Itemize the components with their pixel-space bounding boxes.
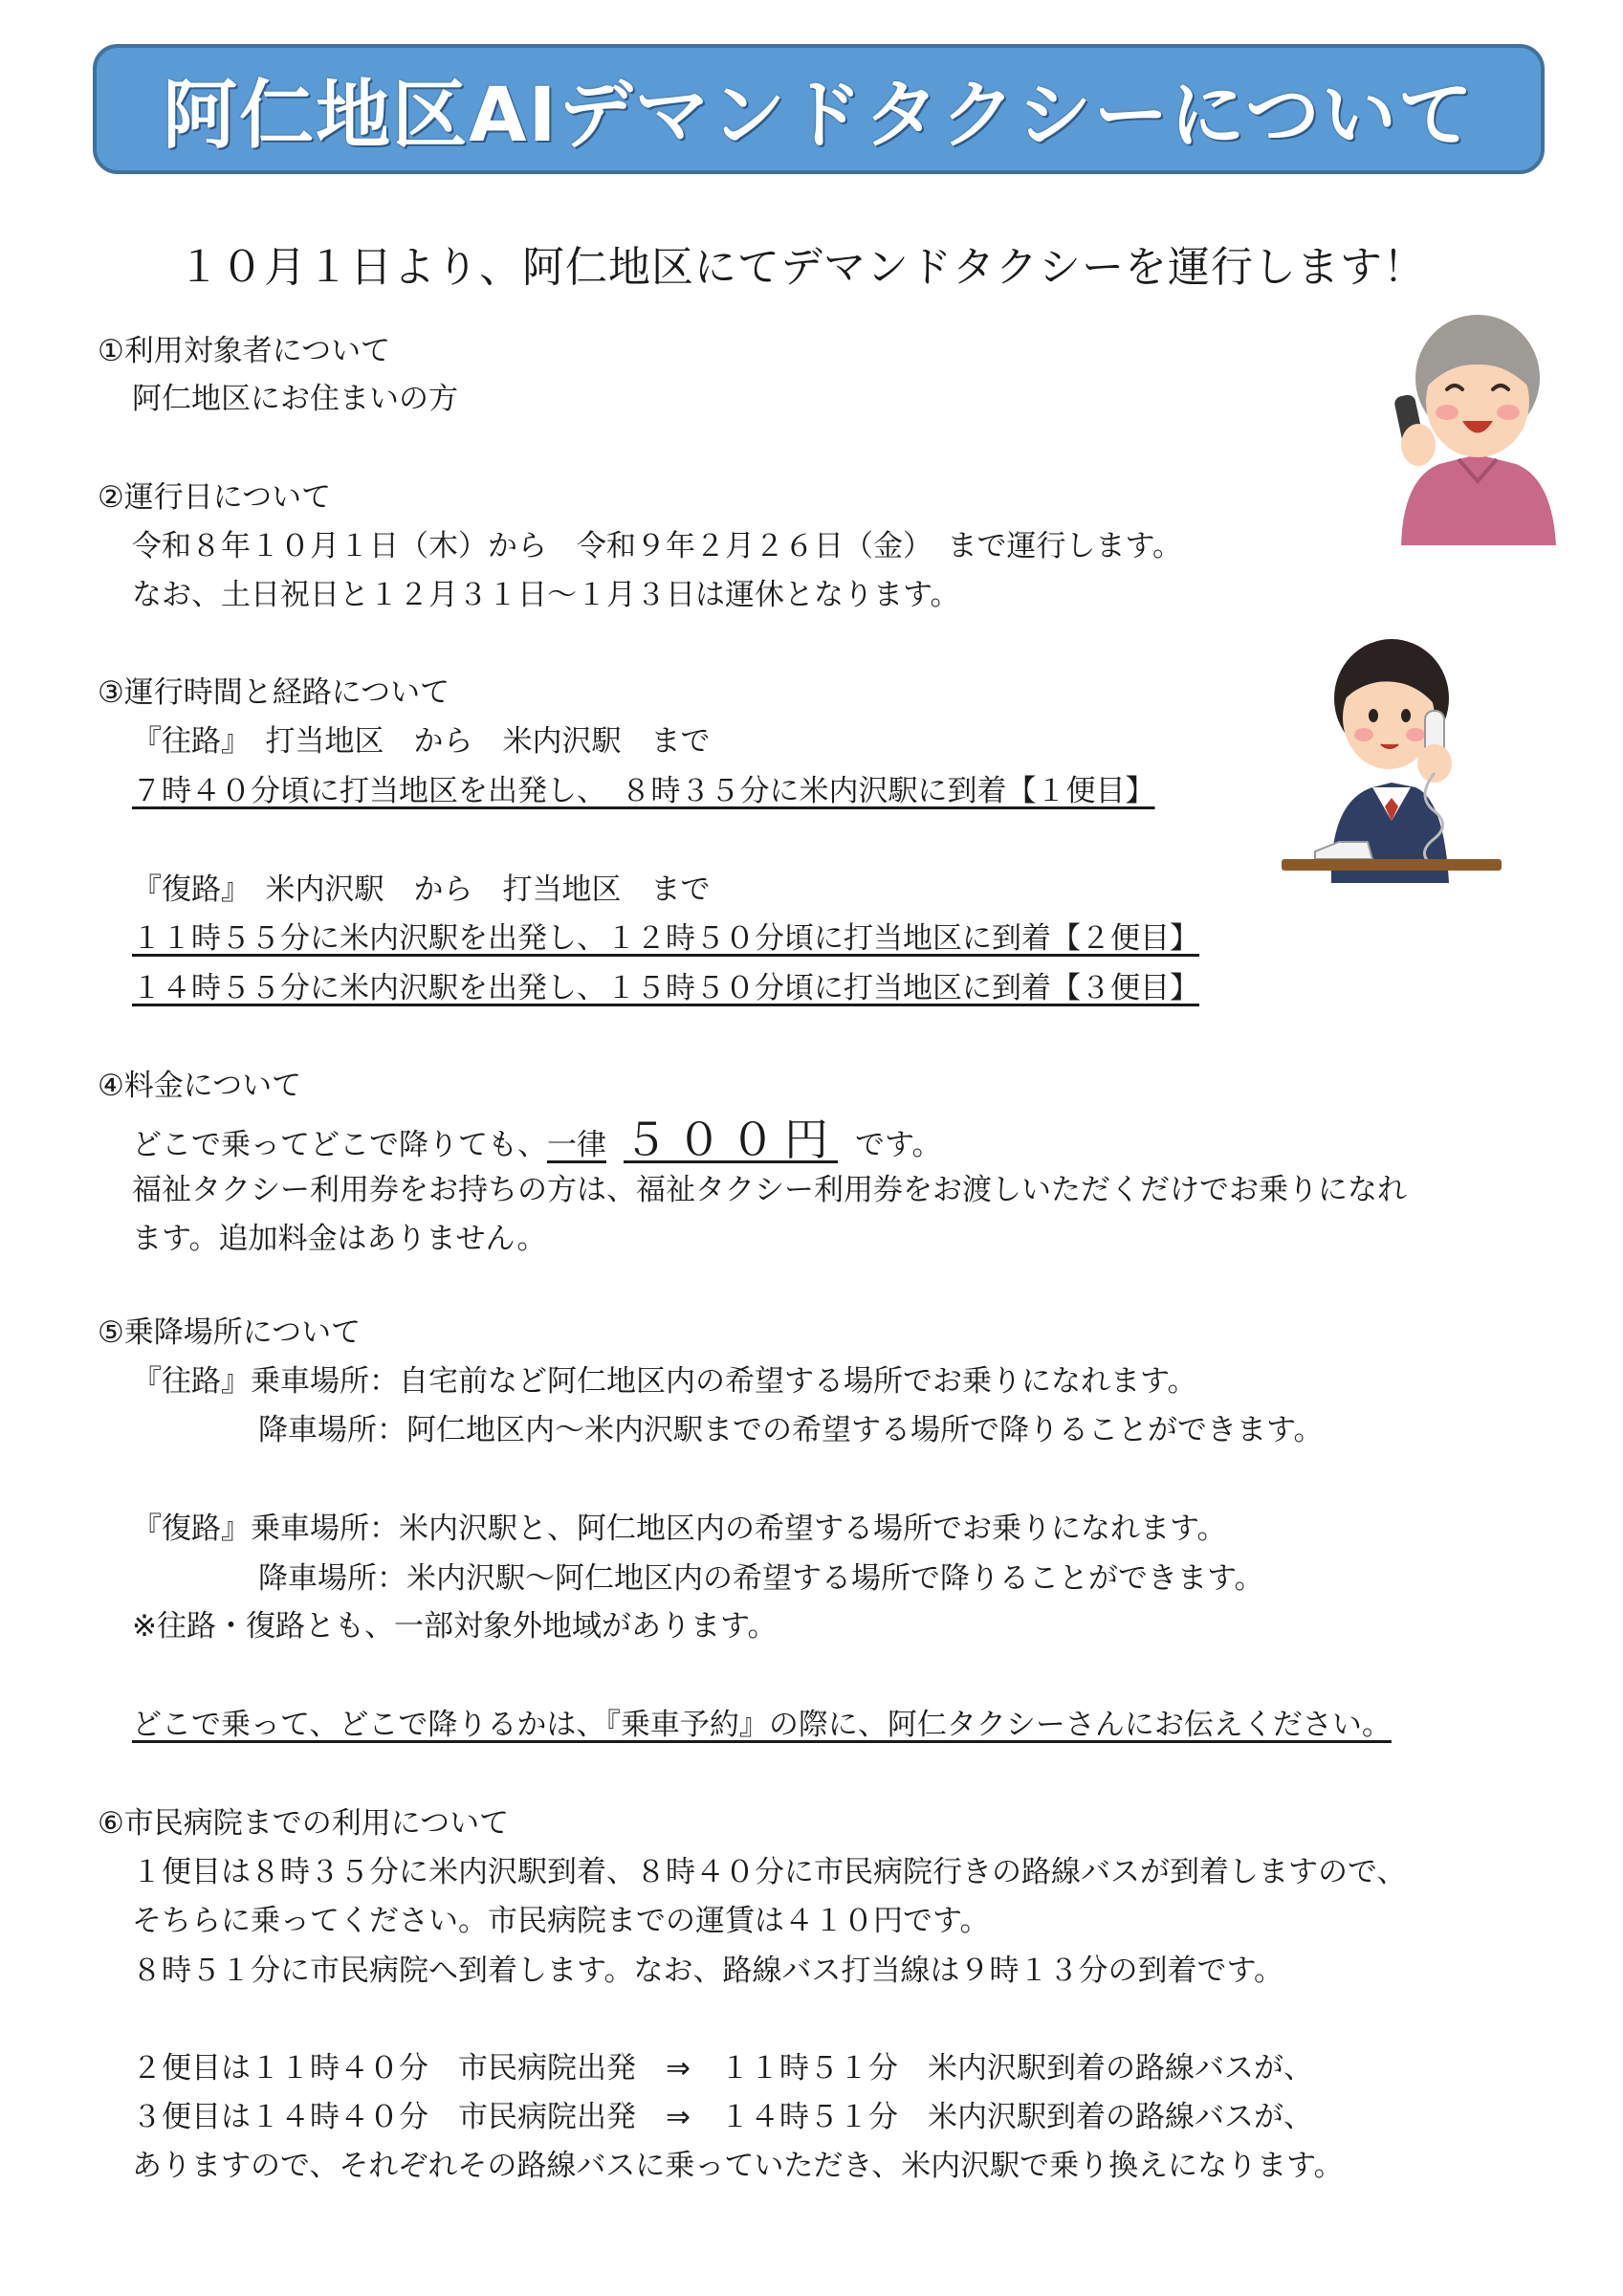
fare-suffix: です。 — [855, 1128, 942, 1162]
section3-return-route: 『復路』 米内沢駅 から 打当地区 まで — [132, 872, 711, 907]
section2-line2: なお、土日祝日と１２月３１日～１月３日は運休となります。 — [132, 578, 960, 612]
section6-line3: ８時５１分に市民病院へ到着します。なお、路線バス打当線は９時１３分の到着です。 — [132, 1954, 1284, 1988]
section5-out-alight: 降車場所：阿仁地区内～米内沢駅までの希望する場所で降りることができます。 — [258, 1413, 1324, 1447]
section3-outbound-trip1: ７時４０分頃に打当地区を出発し、 ８時３５分に米内沢駅に到着【１便目】 — [132, 774, 1155, 808]
title-banner — [93, 44, 1545, 174]
section1-heading: ①利用対象者について — [98, 334, 391, 368]
page-title: 阿仁地区AIデマンドタクシーについて — [163, 73, 1475, 159]
section5-out-board: 『往路』乗車場所：自宅前など阿仁地区内の希望する場所でお乗りになれます。 — [132, 1364, 1197, 1399]
elderly-woman-phone-illustration — [1392, 311, 1564, 545]
section1-body: 阿仁地区にお住まいの方 — [132, 382, 458, 416]
fare-amount: ５００円 — [624, 1114, 838, 1165]
fare-prefix: どこで乗ってどこで降りても、 — [132, 1128, 547, 1162]
fare-emphasis — [547, 1114, 855, 1165]
section4-heading: ④料金について — [98, 1069, 302, 1103]
operator-woman-phone-illustration — [1282, 629, 1502, 897]
fare-flat: 一律 — [547, 1128, 606, 1162]
section4-fare-line — [132, 1113, 942, 1172]
section5-note: ※往路・復路とも、一部対象外地域があります。 — [132, 1609, 778, 1644]
section5-heading: ⑤乗降場所について — [98, 1315, 362, 1350]
section6-line5: ３便目は１４時４０分 市民病院出発 ⇒ １４時５１分 米内沢駅到着の路線バスが、 — [132, 2100, 1313, 2134]
section3-return-trip2: １１時５５分に米内沢駅を出発し、１２時５０分頃に打当地区に到着【２便目】 — [132, 921, 1199, 956]
section5-notice: どこで乗って、どこで降りるかは、『乗車予約』の際に、阿仁タクシーさんにお伝えください。 — [132, 1708, 1392, 1742]
section6-line4: ２便目は１１時４０分 市民病院出発 ⇒ １１時５１分 米内沢駅到着の路線バスが、 — [132, 2051, 1313, 2086]
section6-heading: ⑥市民病院までの利用について — [98, 1806, 510, 1841]
section6-line1: １便目は８時３５分に米内沢駅到着、８時４０分に市民病院行きの路線バスが到着しますので、 — [132, 1855, 1407, 1889]
section3-heading: ③運行時間と経路について — [98, 675, 450, 710]
section2-line1: 令和８年１０月１日（木）から 令和９年２月２６日（金） まで運行します。 — [132, 529, 1183, 563]
section6-line6: ありますので、それぞれその路線バスに乗っていただき、米内沢駅で乗り換えになります。 — [132, 2149, 1344, 2183]
section3-outbound-route: 『往路』 打当地区 から 米内沢駅 まで — [132, 724, 711, 759]
section3-return-trip3: １４時５５分に米内沢駅を出発し、１５時５０分頃に打当地区に到着【３便目】 — [132, 971, 1199, 1005]
subtitle: １０月１日より、阿仁地区にてデマンドタクシーを運行します！ — [178, 243, 1426, 292]
section4-line3: ます。追加料金はありません。 — [132, 1222, 547, 1256]
section5-ret-alight: 降車場所：米内沢駅～阿仁地区内の希望する場所で降りることができます。 — [258, 1561, 1264, 1596]
section4-line2: 福祉タクシー利用券をお持ちの方は、福祉タクシー利用券をお渡しいただくだけでお乗りになれ — [132, 1173, 1407, 1207]
section2-heading: ②運行日について — [98, 480, 332, 515]
section6-line2: そちらに乗ってください。市民病院までの運賃は４１０円です。 — [132, 1904, 990, 1938]
section5-ret-board: 『復路』乗車場所：米内沢駅と、阿仁地区内の希望する場所でお乗りになれます。 — [132, 1512, 1227, 1546]
